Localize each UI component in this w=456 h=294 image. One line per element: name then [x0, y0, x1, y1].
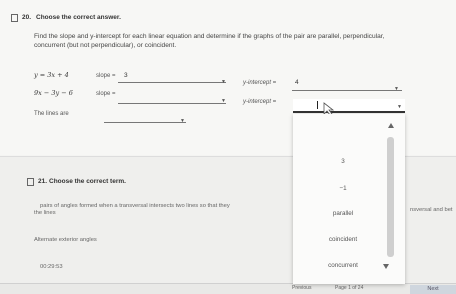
slope-field-2[interactable]: [118, 103, 226, 104]
alt-exterior-label: Alternate exterior angles: [34, 237, 97, 243]
scroll-down-icon[interactable]: [383, 264, 389, 269]
slope-label-2: slope =: [96, 91, 116, 97]
equation-2: 9x − 3y − 6: [34, 89, 73, 97]
yint-field-2-active[interactable]: [293, 99, 405, 113]
previous-button[interactable]: Previous: [292, 285, 312, 291]
q21-number: 21.: [38, 178, 48, 185]
q20-number: 20.: [22, 14, 32, 21]
text-cursor: [317, 101, 318, 109]
chevron-down-icon[interactable]: ▼: [180, 118, 185, 124]
flag-icon[interactable]: [11, 14, 18, 22]
footer-bar: [0, 283, 456, 294]
yint-label-2: y-intercept =: [243, 99, 277, 105]
next-button[interactable]: Next: [410, 285, 456, 294]
scrollbar-thumb[interactable]: [387, 137, 394, 257]
flag-icon[interactable]: [27, 178, 34, 186]
equation-1: y = 3x + 4: [34, 71, 69, 79]
yint-label-1: y-intercept =: [243, 80, 277, 86]
chevron-down-icon[interactable]: ▼: [221, 79, 226, 85]
option-item[interactable]: parallel: [332, 210, 354, 217]
chevron-down-icon[interactable]: ▼: [394, 86, 399, 92]
q20-instruction-line1: Find the slope and y-intercept for each linear equation and determine if the graphs of the pair are parallel, perpendicular,: [34, 33, 385, 40]
yint-value-1: 4: [295, 79, 299, 86]
page-indicator: Page 1 of 24: [335, 285, 364, 291]
option-item[interactable]: concurrent: [328, 262, 358, 269]
lines-label: The lines are: [34, 111, 69, 117]
chevron-down-icon[interactable]: ▼: [397, 104, 402, 110]
yint-field-1[interactable]: [292, 90, 402, 91]
scroll-up-icon[interactable]: [388, 123, 394, 128]
lines-field[interactable]: [104, 122, 186, 123]
q21-text-line2: the lines: [34, 210, 56, 216]
q21-title: Choose the correct term.: [49, 178, 126, 185]
slope-value-1: 3: [124, 72, 128, 79]
option-item[interactable]: coincident: [328, 236, 358, 243]
q21-text-right: nsversal and bet: [410, 207, 453, 213]
slope-label-1: slope =: [96, 73, 116, 79]
q20-instructions: [34, 32, 456, 50]
timer: 00:29:53: [40, 264, 63, 270]
slope-field-1[interactable]: [118, 82, 226, 83]
chevron-down-icon[interactable]: ▼: [221, 98, 226, 104]
option-item[interactable]: 3: [341, 158, 345, 165]
q21-text-line1: pairs of angles formed when a transversal intersects two lines so that they: [40, 203, 230, 209]
option-item[interactable]: −1: [339, 185, 347, 192]
q20-instruction-line2: concurrent (but not perpendicular), or coincident.: [34, 42, 177, 49]
q20-title: Choose the correct answer.: [36, 14, 121, 21]
